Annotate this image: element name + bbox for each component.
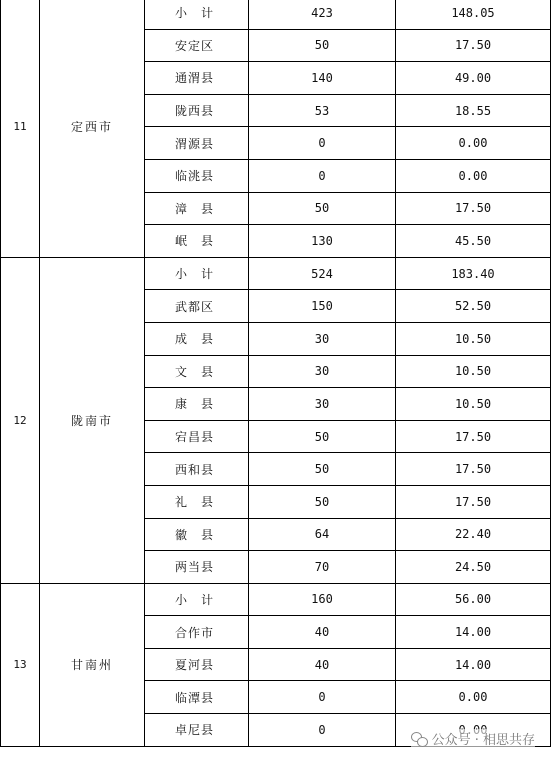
count-cell: 40 [249, 616, 396, 649]
county-name: 小 计 [145, 583, 249, 616]
amount-cell: 17.50 [396, 420, 551, 453]
amount-cell: 52.50 [396, 290, 551, 323]
group-index: 13 [1, 583, 40, 746]
count-cell: 40 [249, 648, 396, 681]
group-index: 12 [1, 257, 40, 583]
amount-cell: 10.50 [396, 322, 551, 355]
count-cell: 0 [249, 714, 396, 747]
count-cell: 140 [249, 62, 396, 95]
county-name: 礼 县 [145, 485, 249, 518]
amount-cell: 49.00 [396, 62, 551, 95]
amount-cell: 45.50 [396, 225, 551, 258]
amount-cell: 17.50 [396, 485, 551, 518]
city-name: 甘南州 [40, 583, 145, 746]
county-name: 卓尼县 [145, 714, 249, 747]
count-cell: 160 [249, 583, 396, 616]
county-name: 临洮县 [145, 159, 249, 192]
county-name: 岷 县 [145, 225, 249, 258]
amount-cell: 17.50 [396, 29, 551, 62]
county-name: 渭源县 [145, 127, 249, 160]
count-cell: 50 [249, 192, 396, 225]
count-cell: 30 [249, 388, 396, 421]
city-name: 陇南市 [40, 257, 145, 583]
count-cell: 53 [249, 94, 396, 127]
amount-cell: 10.50 [396, 355, 551, 388]
amount-cell: 14.00 [396, 648, 551, 681]
amount-cell: 56.00 [396, 583, 551, 616]
count-cell: 50 [249, 453, 396, 486]
county-name: 两当县 [145, 551, 249, 584]
amount-cell: 18.55 [396, 94, 551, 127]
count-cell: 524 [249, 257, 396, 290]
county-name: 宕昌县 [145, 420, 249, 453]
county-name: 文 县 [145, 355, 249, 388]
amount-cell: 0.00 [396, 159, 551, 192]
county-name: 康 县 [145, 388, 249, 421]
amount-cell: 17.50 [396, 192, 551, 225]
county-name: 徽 县 [145, 518, 249, 551]
county-name: 小 计 [145, 257, 249, 290]
county-name: 安定区 [145, 29, 249, 62]
count-cell: 423 [249, 0, 396, 29]
table-row [1, 0, 551, 29]
amount-cell: 14.00 [396, 616, 551, 649]
city-name: 定西市 [40, 0, 145, 257]
watermark-text: 公众号 · 相思共存 [431, 733, 535, 748]
count-cell: 70 [249, 551, 396, 584]
count-cell: 50 [249, 420, 396, 453]
count-cell: 130 [249, 225, 396, 258]
amount-cell: 22.40 [396, 518, 551, 551]
count-cell: 64 [249, 518, 396, 551]
amount-cell: 148.05 [396, 0, 551, 29]
amount-cell: 183.40 [396, 257, 551, 290]
table-body [1, 0, 551, 746]
amount-cell: 0.00 [396, 681, 551, 714]
county-name: 武都区 [145, 290, 249, 323]
table-row [1, 583, 551, 616]
amount-cell: 0.00 [396, 127, 551, 160]
county-name: 西和县 [145, 453, 249, 486]
amount-cell: 10.50 [396, 388, 551, 421]
count-cell: 0 [249, 681, 396, 714]
watermark [411, 729, 535, 748]
amount-cell: 17.50 [396, 453, 551, 486]
county-name: 漳 县 [145, 192, 249, 225]
county-name: 小 计 [145, 0, 249, 29]
table-row [1, 257, 551, 290]
group-index: 11 [1, 0, 40, 257]
count-cell: 150 [249, 290, 396, 323]
county-name: 临潭县 [145, 681, 249, 714]
wechat-icon [411, 732, 427, 746]
count-cell: 0 [249, 159, 396, 192]
count-cell: 50 [249, 485, 396, 518]
count-cell: 50 [249, 29, 396, 62]
county-name: 夏河县 [145, 648, 249, 681]
county-name: 陇西县 [145, 94, 249, 127]
count-cell: 30 [249, 322, 396, 355]
county-name: 成 县 [145, 322, 249, 355]
amount-cell: 24.50 [396, 551, 551, 584]
county-name: 通渭县 [145, 62, 249, 95]
county-name: 合作市 [145, 616, 249, 649]
count-cell: 0 [249, 127, 396, 160]
count-cell: 30 [249, 355, 396, 388]
